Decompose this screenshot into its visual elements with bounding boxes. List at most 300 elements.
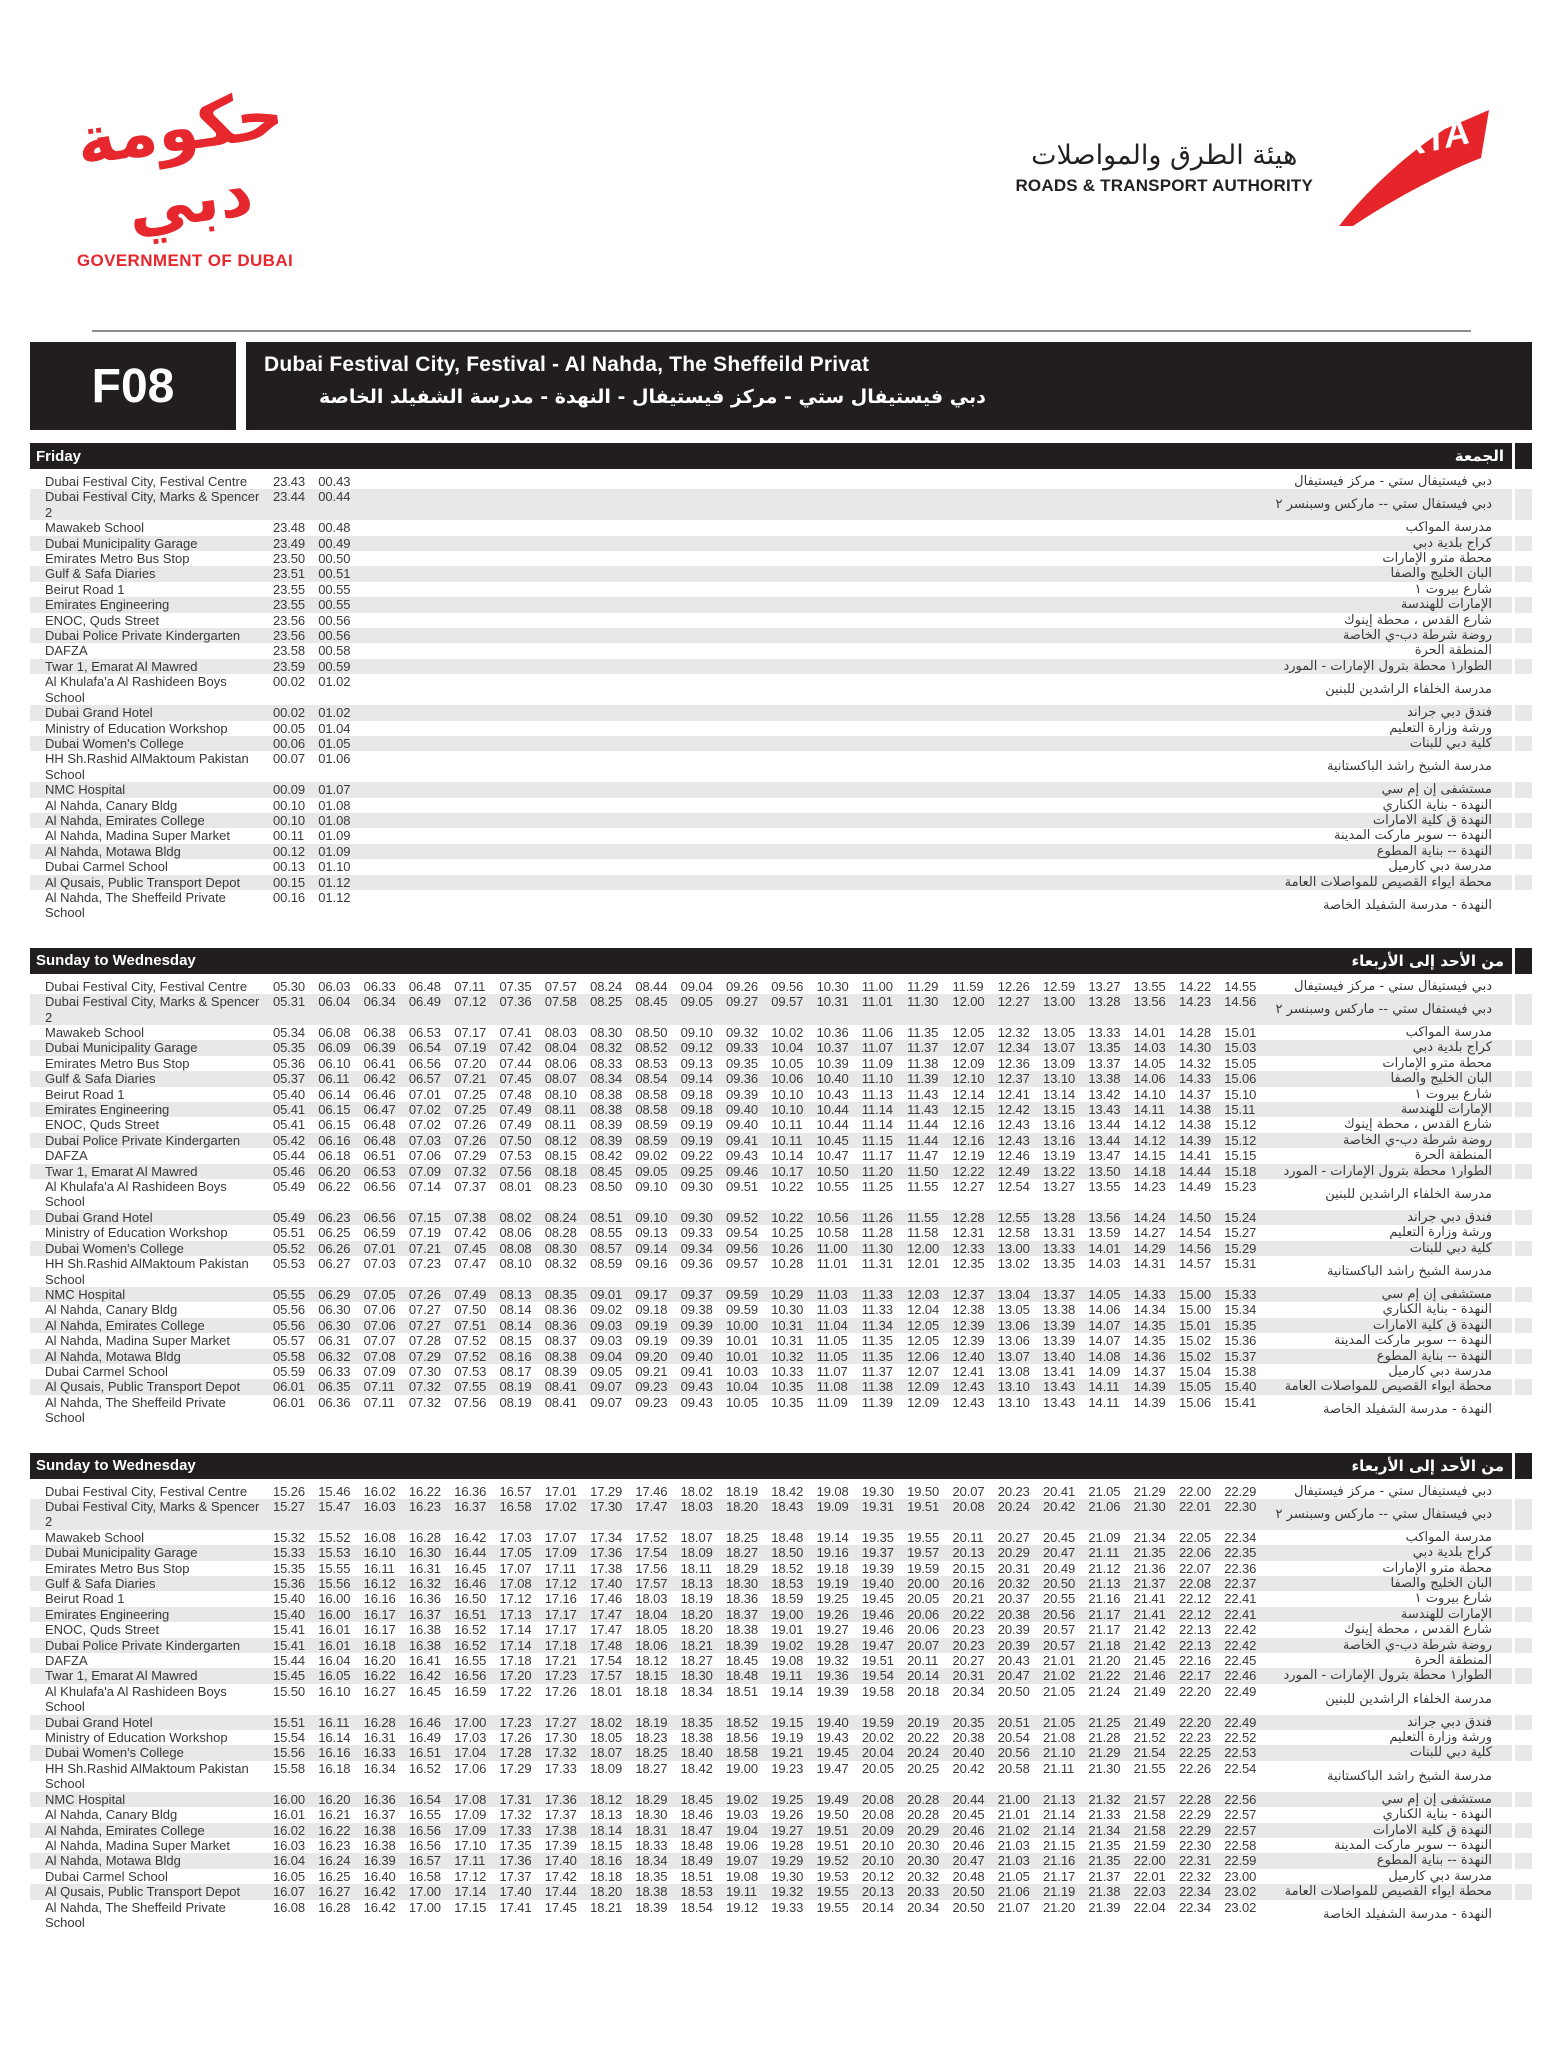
station-name-en: Al Khulafa'a Al Rashideen Boys School [45,674,227,705]
departure-time: 13.44 [1088,1132,1121,1148]
departure-time: 16.20 [318,1791,351,1807]
departure-time: 13.07 [1043,1040,1076,1056]
row-right-stub [1515,582,1532,597]
departure-time: 17.30 [544,1730,577,1746]
route-title-arabic: دبي فيستيفال ستي - مركز فيستيفال - النهدة - مدرسة الشفيلد الخاصة [319,386,986,408]
row-right-stub [1515,1484,1532,1499]
departure-time: 00.58 [318,643,351,659]
departure-time: 20.40 [952,1745,985,1761]
departure-time: 14.07 [1088,1333,1121,1349]
departure-time: 18.25 [725,1529,759,1545]
departure-time: 17.26 [499,1730,532,1746]
table-row-main [30,1349,1512,1364]
departure-time: 22.59 [1224,1853,1257,1869]
station-name-ar: كراج بلدية دبي [1412,1545,1492,1561]
departure-time: 22.49 [1224,1714,1257,1730]
table-row [30,474,1532,489]
departure-time: 14.11 [1088,1394,1120,1410]
departure-time: 18.05 [635,1622,668,1638]
departure-time: 22.00 [1178,1483,1211,1499]
departure-time: 15.45 [273,1668,306,1684]
departure-time: 16.27 [363,1683,396,1699]
departure-time: 19.18 [816,1560,849,1576]
departure-time: 13.27 [1043,1179,1076,1195]
departure-time: 12.43 [997,1117,1030,1133]
departure-time: 05.41 [273,1117,306,1133]
departure-time: 16.11 [363,1560,395,1576]
departure-time: 12.07 [952,1040,985,1056]
departure-time: 07.32 [408,1379,441,1395]
departure-times [273,875,364,890]
departure-time: 13.37 [1043,1286,1076,1302]
departure-time: 16.00 [273,1791,306,1807]
departure-time: 15.03 [1224,1040,1257,1056]
departure-time: 15.54 [273,1730,306,1746]
departure-times [273,1622,1270,1637]
departure-time: 20.42 [952,1760,985,1776]
departure-time: 11.29 [907,978,939,994]
departure-time: 09.02 [590,1302,623,1318]
departure-time: 13.42 [1088,1086,1121,1102]
departure-time: 19.08 [816,1483,849,1499]
departure-time: 15.47 [318,1498,351,1514]
table-row-main [30,613,1512,628]
departure-time: 23.00 [1224,1868,1257,1884]
departure-time: 15.00 [1178,1286,1211,1302]
departure-time: 09.16 [635,1256,668,1272]
row-right-stub [1515,551,1532,566]
station-name-en: Dubai Festival City, Marks & Spencer 2 [45,994,260,1025]
station-name-ar: محطة ايواء القصيص للمواصلات العامة [1284,1379,1492,1395]
departure-time: 07.20 [454,1055,487,1071]
departure-time: 20.23 [952,1637,985,1653]
departure-time: 17.05 [499,1545,532,1561]
table-row-main [30,674,1512,705]
departure-time: 08.28 [544,1225,577,1241]
departure-time: 23.43 [273,474,306,489]
departure-time: 07.03 [363,1256,396,1272]
departure-time: 19.28 [771,1837,804,1853]
departure-times [273,859,364,874]
station-name-en: Dubai Police Private Kindergarten [45,628,241,644]
departure-time: 12.32 [997,1025,1030,1040]
departure-time: 06.33 [318,1363,351,1379]
departure-time: 20.57 [1043,1637,1076,1653]
departure-time: 10.30 [816,978,849,994]
departure-time: 17.14 [499,1622,532,1638]
departure-time: 08.41 [544,1379,577,1395]
departure-time: 17.09 [454,1807,487,1823]
departure-time: 09.43 [680,1394,713,1410]
departure-time: 09.14 [635,1240,668,1256]
departure-time: 20.38 [952,1730,985,1746]
departure-time: 12.06 [907,1348,940,1364]
departure-time: 07.53 [499,1148,532,1164]
departure-time: 15.01 [1178,1317,1211,1333]
departure-times [273,1900,1270,1915]
departure-time: 07.44 [499,1055,532,1071]
departure-time: 05.44 [273,1148,306,1164]
departure-times [273,1333,1270,1348]
departure-time: 23.49 [273,535,306,551]
table-row [30,613,1532,628]
departure-time: 15.12 [1224,1132,1257,1148]
departure-time: 22.29 [1178,1807,1211,1823]
table-row [30,979,1532,994]
departure-time: 09.13 [680,1055,713,1071]
departure-time: 11.34 [861,1317,893,1333]
departure-time: 15.02 [1178,1348,1211,1364]
departure-time: 12.39 [952,1317,985,1333]
departure-time: 23.58 [273,643,306,659]
departure-time: 20.37 [997,1591,1030,1607]
departure-time: 21.32 [1088,1791,1121,1807]
departure-time: 21.54 [1133,1745,1166,1761]
departure-time: 13.00 [1043,994,1076,1010]
row-right-stub [1515,1071,1532,1086]
departure-time: 15.41 [1224,1394,1257,1410]
departure-time: 09.18 [680,1102,713,1118]
section-header [30,948,1532,974]
departure-time: 20.47 [952,1853,985,1869]
departure-time: 13.10 [1043,1071,1076,1087]
departure-time: 06.48 [363,1132,396,1148]
departure-times [273,1823,1270,1838]
departure-time: 18.48 [680,1837,713,1853]
station-name-en: Dubai Grand Hotel [45,705,153,721]
departure-time: 17.35 [499,1837,532,1853]
departure-time: 01.12 [318,889,351,905]
table-row [30,1210,1532,1225]
departure-time: 12.05 [907,1333,940,1349]
table-row-main [30,736,1512,751]
departure-time: 17.47 [635,1498,668,1514]
departure-time: 06.48 [363,1117,396,1133]
station-name-ar: شارع بيروت ١ [1414,581,1492,597]
departure-time: 15.02 [1178,1333,1211,1349]
departure-time: 19.14 [771,1683,804,1699]
departure-time: 09.22 [680,1148,713,1164]
departure-time: 08.14 [499,1317,532,1333]
departure-time: 09.19 [635,1317,668,1333]
departure-time: 21.41 [1133,1591,1166,1607]
table-row [30,705,1532,720]
table-row [30,1148,1532,1163]
departure-time: 13.10 [997,1379,1030,1395]
station-name-ar: مدرسة الشيخ راشد الباكستانية [1326,759,1492,775]
table-row [30,520,1532,535]
departure-time: 16.57 [408,1853,441,1869]
departure-time: 01.08 [318,797,351,813]
departure-time: 09.21 [635,1363,668,1379]
departure-time: 19.32 [771,1884,804,1900]
station-name-ar: كلية دبي للبنات [1409,1240,1492,1256]
departure-time: 10.25 [771,1225,804,1241]
departure-time: 21.52 [1133,1730,1166,1746]
departure-time: 19.35 [861,1529,894,1545]
departure-time: 09.12 [680,1040,713,1056]
departure-time: 18.21 [590,1899,623,1915]
departure-times [273,1869,1270,1884]
departure-time: 05.36 [273,1055,306,1071]
departure-time: 14.30 [1178,1040,1211,1056]
departure-time: 13.27 [1088,978,1121,994]
table-row-main [30,1684,1512,1715]
table-row-main [30,1056,1512,1071]
table-row-main [30,474,1512,489]
departure-time: 07.52 [454,1348,487,1364]
departure-time: 16.57 [499,1483,532,1499]
departure-time: 19.43 [816,1730,849,1746]
station-name-ar: مدرسة الخلفاء الراشدين للبنين [1325,1691,1492,1707]
departure-time: 19.25 [816,1591,849,1607]
departure-time: 21.55 [1133,1760,1166,1776]
departure-time: 08.35 [544,1286,577,1302]
departure-time: 16.46 [454,1576,487,1591]
departure-time: 06.56 [363,1179,396,1195]
departure-time: 08.04 [544,1040,577,1056]
departure-time: 08.01 [499,1179,532,1195]
departure-time: 12.03 [907,1286,940,1302]
departure-time: 07.14 [408,1179,441,1195]
departure-time: 09.39 [680,1333,713,1349]
departure-time: 18.12 [635,1653,668,1669]
departure-time: 16.56 [408,1822,441,1838]
departure-time: 01.12 [318,874,351,890]
departure-time: 13.39 [1043,1317,1076,1333]
departure-time: 16.08 [273,1899,306,1915]
departure-time: 12.09 [952,1055,985,1071]
departure-time: 10.29 [771,1286,804,1302]
departure-time: 22.20 [1178,1714,1211,1730]
station-name-ar: مستشفى إن إم سي [1381,1791,1492,1807]
departure-time: 11.35 [861,1348,893,1364]
departure-time: 08.30 [590,1025,623,1040]
departure-time: 10.01 [725,1348,759,1364]
departure-time: 22.56 [1224,1791,1257,1807]
departure-time: 19.58 [861,1683,894,1699]
station-name-en: Al Nahda, Madina Super Market [45,1837,230,1853]
departure-time: 18.51 [725,1683,759,1699]
departure-time: 08.13 [499,1286,532,1302]
row-right-stub [1515,1302,1532,1317]
departure-time: 15.24 [1224,1209,1257,1225]
table-row [30,844,1532,859]
station-name-en: Dubai Women's College [45,1240,184,1256]
departure-time: 17.29 [590,1483,623,1499]
departure-time: 10.05 [725,1394,759,1410]
departure-time: 17.54 [590,1653,623,1669]
table-row-main [30,721,1512,736]
departure-time: 18.39 [635,1899,668,1915]
departure-time: 15.52 [318,1529,351,1545]
departure-time: 09.35 [725,1055,759,1071]
departure-time: 12.38 [952,1302,985,1318]
departure-time: 13.38 [1043,1302,1076,1318]
table-row [30,1256,1532,1287]
departure-time: 16.28 [363,1714,396,1730]
station-name-ar: النهدة - بناية الكناري [1382,1302,1492,1318]
departure-time: 12.27 [952,1179,985,1195]
departure-time: 19.46 [861,1606,894,1622]
departure-time: 17.03 [454,1730,487,1746]
departure-time: 19.51 [816,1837,849,1853]
departure-time: 22.54 [1224,1760,1257,1776]
table-row-main [30,751,1512,782]
departure-time: 10.01 [725,1333,759,1349]
departure-time: 07.02 [408,1117,441,1133]
departure-time: 09.33 [725,1040,759,1056]
departure-time: 10.58 [816,1225,849,1241]
departure-time: 09.41 [725,1132,759,1148]
table-row [30,628,1532,643]
departure-times [273,551,364,566]
departure-time: 12.26 [997,978,1030,994]
departure-time: 20.08 [861,1791,894,1807]
departure-time: 10.35 [771,1379,804,1395]
departure-times [273,705,364,720]
departure-time: 20.47 [997,1668,1030,1684]
station-name-ar: النهدة ق كلية الامارات [1372,1317,1492,1333]
departure-time: 20.56 [997,1745,1030,1761]
departure-time: 20.15 [952,1560,985,1576]
departure-time: 16.10 [363,1545,396,1561]
departure-time: 14.49 [1178,1179,1211,1195]
departure-time: 08.38 [590,1102,623,1118]
departure-time: 07.12 [454,994,487,1010]
departure-time: 10.00 [725,1317,759,1333]
departure-time: 13.56 [1088,1209,1121,1225]
section-header-bar [30,1453,1512,1479]
departure-time: 06.30 [318,1317,351,1333]
section-title-english: Friday [36,447,82,465]
table-row [30,1684,1532,1715]
departure-time: 17.44 [544,1884,577,1900]
departure-time: 05.56 [273,1302,306,1318]
departure-time: 20.07 [907,1637,940,1653]
departure-time: 06.01 [273,1379,306,1395]
departure-time: 20.46 [952,1837,985,1853]
departure-time: 08.06 [499,1225,532,1241]
departure-time: 22.46 [1224,1668,1257,1684]
departure-times [273,674,364,689]
table-row [30,813,1532,828]
departure-time: 06.54 [408,1040,441,1056]
departure-time: 14.11 [1088,1379,1120,1395]
departure-time: 14.28 [1178,1025,1211,1040]
departure-time: 21.16 [1088,1591,1121,1607]
station-name-en: Ministry of Education Workshop [45,720,228,736]
departure-time: 01.10 [318,859,351,875]
departure-time: 20.54 [997,1730,1030,1746]
row-right-stub [1515,1838,1532,1853]
departure-time: 08.03 [544,1025,577,1040]
departure-time: 15.27 [273,1498,306,1514]
departure-time: 19.23 [771,1760,804,1776]
route-code-badge: F08 [30,342,236,430]
table-row [30,1499,1532,1530]
departure-time: 17.07 [499,1560,532,1576]
departure-time: 19.25 [771,1791,804,1807]
departure-time: 18.09 [680,1545,713,1561]
departure-time: 22.45 [1224,1653,1257,1669]
departure-time: 16.39 [363,1853,396,1869]
departure-time: 20.29 [907,1822,940,1838]
departure-time: 07.49 [499,1102,532,1118]
departure-time: 18.09 [590,1760,623,1776]
station-name-ar: الإمارات للهندسة [1400,1606,1492,1622]
departure-times [273,597,364,612]
departure-time: 06.39 [363,1040,396,1056]
departure-time: 00.55 [318,581,351,597]
departure-time: 16.31 [408,1560,441,1576]
table-row-main [30,643,1512,658]
departure-time: 20.23 [952,1622,985,1638]
departure-time: 20.35 [952,1714,985,1730]
station-name-ar: محطة ايواء القصيص للمواصلات العامة [1284,874,1492,890]
departure-time: 00.12 [273,843,306,859]
departure-time: 14.41 [1178,1148,1211,1164]
station-name-en: Al Nahda, The Sheffeild Private School [45,889,226,921]
table-row-main [30,659,1512,674]
departure-time: 13.00 [997,1240,1030,1256]
table-row-main [30,1730,1512,1745]
departure-time: 08.36 [544,1302,577,1318]
table-row [30,890,1532,921]
departure-time: 19.32 [816,1653,849,1669]
departure-time: 06.35 [318,1379,351,1395]
departure-time: 08.50 [590,1179,623,1195]
departure-time: 21.37 [1133,1576,1166,1591]
departure-time: 10.06 [771,1071,804,1087]
departure-time: 01.04 [318,720,351,736]
route-title-box [246,342,1532,430]
departure-time: 15.36 [273,1576,306,1591]
departure-time: 19.55 [816,1899,849,1915]
departure-time: 11.17 [861,1148,893,1164]
departure-time: 21.30 [1088,1760,1121,1776]
departure-time: 13.08 [997,1363,1030,1379]
departure-time: 05.42 [273,1132,306,1148]
departure-time: 18.20 [590,1884,623,1900]
departure-time: 19.11 [771,1668,803,1684]
departure-time: 19.26 [771,1807,804,1823]
dubai-calligraphy-icon: حكومة دبي [71,75,289,247]
station-name-ar: مدرسة دبي كارميل [1388,1363,1492,1379]
departure-time: 14.10 [1133,1086,1166,1102]
departure-time: 16.01 [273,1807,306,1823]
station-name-ar: البان الخليج والصفا [1390,1576,1492,1591]
departure-time: 09.43 [725,1148,759,1164]
departure-time: 06.49 [408,994,441,1010]
departure-time: 07.09 [363,1363,396,1379]
departure-time: 12.40 [952,1348,985,1364]
departure-time: 09.59 [725,1286,759,1302]
departure-time: 07.15 [408,1209,441,1225]
table-row [30,1653,1532,1668]
row-right-stub [1515,1364,1532,1379]
departure-time: 14.01 [1133,1025,1166,1040]
departure-time: 17.54 [635,1545,668,1561]
station-name-ar: روضة شرطة دب-ي الخاصة [1342,1637,1492,1653]
row-right-stub [1515,659,1532,674]
departure-time: 16.21 [318,1807,351,1823]
departure-time: 09.38 [680,1302,713,1318]
departure-time: 19.28 [816,1637,849,1653]
departure-time: 06.33 [363,978,396,994]
table-row [30,1117,1532,1132]
departure-time: 11.01 [816,1256,848,1272]
